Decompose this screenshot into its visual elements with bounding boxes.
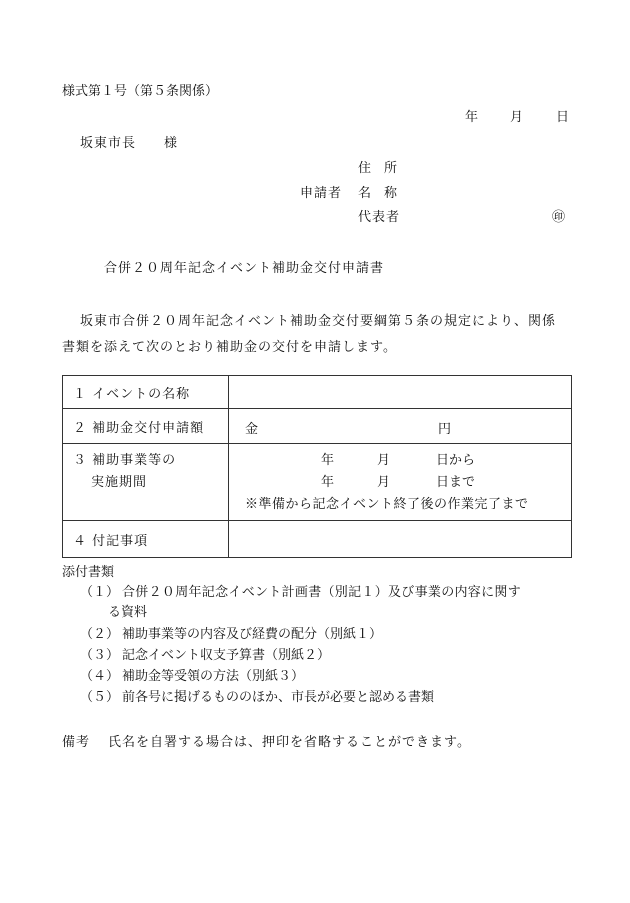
date-day-label: 日 bbox=[556, 110, 570, 125]
amount-kin-label: 金 bbox=[245, 422, 259, 437]
attachment-text-1-cont: る資料 bbox=[108, 605, 148, 620]
attachment-text-2: 補助事業等の内容及び経費の配分（別紙１） bbox=[122, 627, 383, 642]
end-year-label: 年 bbox=[321, 475, 335, 490]
attachment-text-5: 前各号に掲げるもののほか、市長が必要と認める書類 bbox=[122, 690, 435, 705]
form-id: 様式第１号（第５条関係） bbox=[62, 84, 219, 99]
addressee: 坂東市長 様 bbox=[80, 136, 179, 151]
applicant-role-label: 申請者 bbox=[300, 186, 343, 201]
event-name-label: １ イベントの名称 bbox=[63, 376, 229, 409]
representative-label: 代表者 bbox=[358, 210, 401, 225]
end-month-label: 月 bbox=[377, 475, 391, 490]
date-month-label: 月 bbox=[510, 110, 524, 125]
body-line-2: 書類を添えて次のとおり補助金の交付を申請します。 bbox=[62, 340, 397, 355]
table-row-amount bbox=[63, 409, 572, 444]
amount-label: ２ 補助金交付申請額 bbox=[63, 409, 229, 444]
end-until-label: 日まで bbox=[436, 475, 476, 490]
date-year-label: 年 bbox=[465, 110, 479, 125]
attachment-num-5: （５） bbox=[80, 690, 120, 705]
start-year-label: 年 bbox=[321, 453, 335, 468]
period-label-a: ３ 補助事業等の bbox=[73, 453, 177, 468]
period-label-b: 実施期間 bbox=[91, 475, 148, 490]
attachment-num-1: （１） bbox=[80, 585, 120, 600]
name-label: 名 称 bbox=[358, 186, 398, 201]
application-table bbox=[62, 375, 572, 558]
table-row-event-name bbox=[63, 376, 572, 409]
amount-field[interactable] bbox=[229, 409, 572, 444]
remarks-text: 氏名を自署する場合は、押印を省略することができます。 bbox=[108, 735, 471, 750]
body-line-1: 坂東市合併２０周年記念イベント補助金交付要綱第５条の規定により、関係 bbox=[80, 314, 557, 329]
attachment-num-4: （４） bbox=[80, 669, 120, 684]
start-month-label: 月 bbox=[377, 453, 391, 468]
attachment-text-4: 補助金等受領の方法（別紙３） bbox=[122, 669, 305, 684]
attachment-num-3: （３） bbox=[80, 648, 120, 663]
attachments-heading: 添付書類 bbox=[62, 565, 115, 580]
remarks-label: 備考 bbox=[62, 735, 91, 750]
start-from-label: 日から bbox=[436, 453, 476, 468]
amount-yen-label: 円 bbox=[438, 422, 452, 437]
notes-field[interactable] bbox=[229, 521, 572, 558]
table-row-period bbox=[63, 444, 572, 521]
table-row-notes bbox=[63, 521, 572, 558]
period-label-cell bbox=[63, 444, 229, 521]
attachment-text-3: 記念イベント収支予算書（別紙２） bbox=[122, 648, 331, 663]
notes-label: ４ 付記事項 bbox=[63, 521, 229, 558]
document-title: 合併２０周年記念イベント補助金交付申請書 bbox=[104, 261, 385, 276]
period-field[interactable] bbox=[229, 444, 572, 521]
attachment-text-1: 合併２０周年記念イベント計画書（別記１）及び事業の内容に関す bbox=[122, 585, 522, 600]
seal-mark: ㊞ bbox=[552, 210, 566, 225]
address-label: 住 所 bbox=[358, 161, 398, 176]
period-note: ※準備から記念イベント終了後の作業完了まで bbox=[245, 497, 529, 512]
attachment-num-2: （２） bbox=[80, 627, 120, 642]
event-name-field[interactable] bbox=[229, 376, 572, 409]
